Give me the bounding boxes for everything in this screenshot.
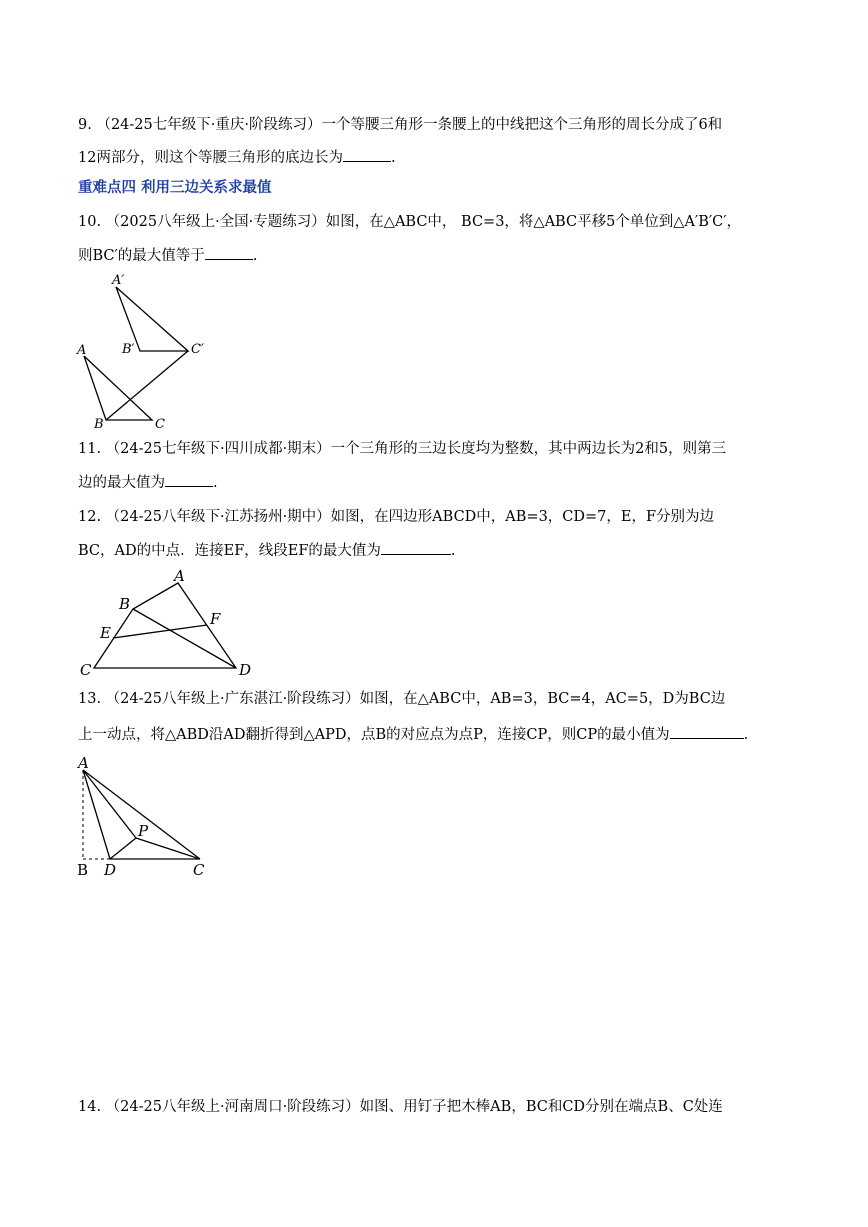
label-c: C (80, 661, 92, 679)
q12-line2-text: BC，AD的中点．连接EF，线段EF的最大值为 (78, 543, 381, 559)
label-p: P (138, 822, 149, 840)
label-e: E (100, 624, 111, 642)
q11-line1: 11. （24-25七年级下·四川成都·期末）一个三角形的三边长度均为整数，其中两边长为2和5，则第三 (78, 441, 727, 457)
label-f: F (210, 610, 221, 628)
segment-a-d (83, 770, 110, 859)
label-b: B (94, 417, 104, 432)
segment-p-d (110, 838, 136, 859)
q10-line2-text: 则BC′的最大值等于 (78, 248, 205, 264)
label-d: D (239, 661, 252, 679)
q9-line2-text: 12两部分，则这个等腰三角形的底边长为 (78, 150, 343, 166)
q12-line1: 12. （24-25八年级下·江苏扬州·期中）如图，在四边形ABCD中，AB=3，CD=7，E，F分别为边 (78, 509, 715, 525)
q10-line1: 10. （2025八年级上·全国·专题练习）如图，在△ABC中， BC=3，将△ABC平移5个单位到△A′B′C′， (78, 214, 742, 230)
label-b: B (119, 595, 131, 613)
label-b-prime: B′ (122, 342, 135, 357)
q10-period: . (252, 248, 258, 264)
label-b: B (77, 861, 89, 879)
label-c-prime: C′ (191, 342, 204, 357)
q13-line1: 13. （24-25八年级上·广东湛江·阶段练习）如图，在△ABC中，AB=3，BC=4，AC=5，D为BC边 (78, 691, 726, 707)
label-a: A (78, 754, 89, 772)
label-d: D (104, 861, 117, 879)
segment-p-c (136, 838, 200, 859)
label-a: A (77, 343, 87, 358)
q13-period: . (743, 727, 749, 743)
q13-line2-text: 上一动点，将△ABD沿AD翻折得到△APD，点B的对应点为点P，连接CP，则CP的最小值为 (78, 727, 670, 743)
segment-a-c (83, 770, 200, 859)
q14-line1: 14. （24-25八年级上·河南周口·阶段练习）如图、用钉子把木棒AB，BC和CD分别在端点B、C处连 (78, 1099, 723, 1115)
label-a: A (174, 567, 185, 585)
section-heading-4: 重难点四 利用三边关系求最值 (78, 180, 272, 196)
q12-period: . (450, 543, 456, 559)
q11-line2-text: 边的最大值为 (78, 475, 165, 491)
q9-line1: 9. （24-25七年级下·重庆·阶段练习）一个等腰三角形一条腰上的中线把这个三角形的周长分成了6和 (78, 117, 723, 133)
label-c: C (193, 861, 205, 879)
q9-period: . (390, 150, 396, 166)
label-a-prime: A′ (112, 273, 125, 288)
label-c: C (155, 417, 165, 432)
q11-period: . (213, 475, 218, 491)
